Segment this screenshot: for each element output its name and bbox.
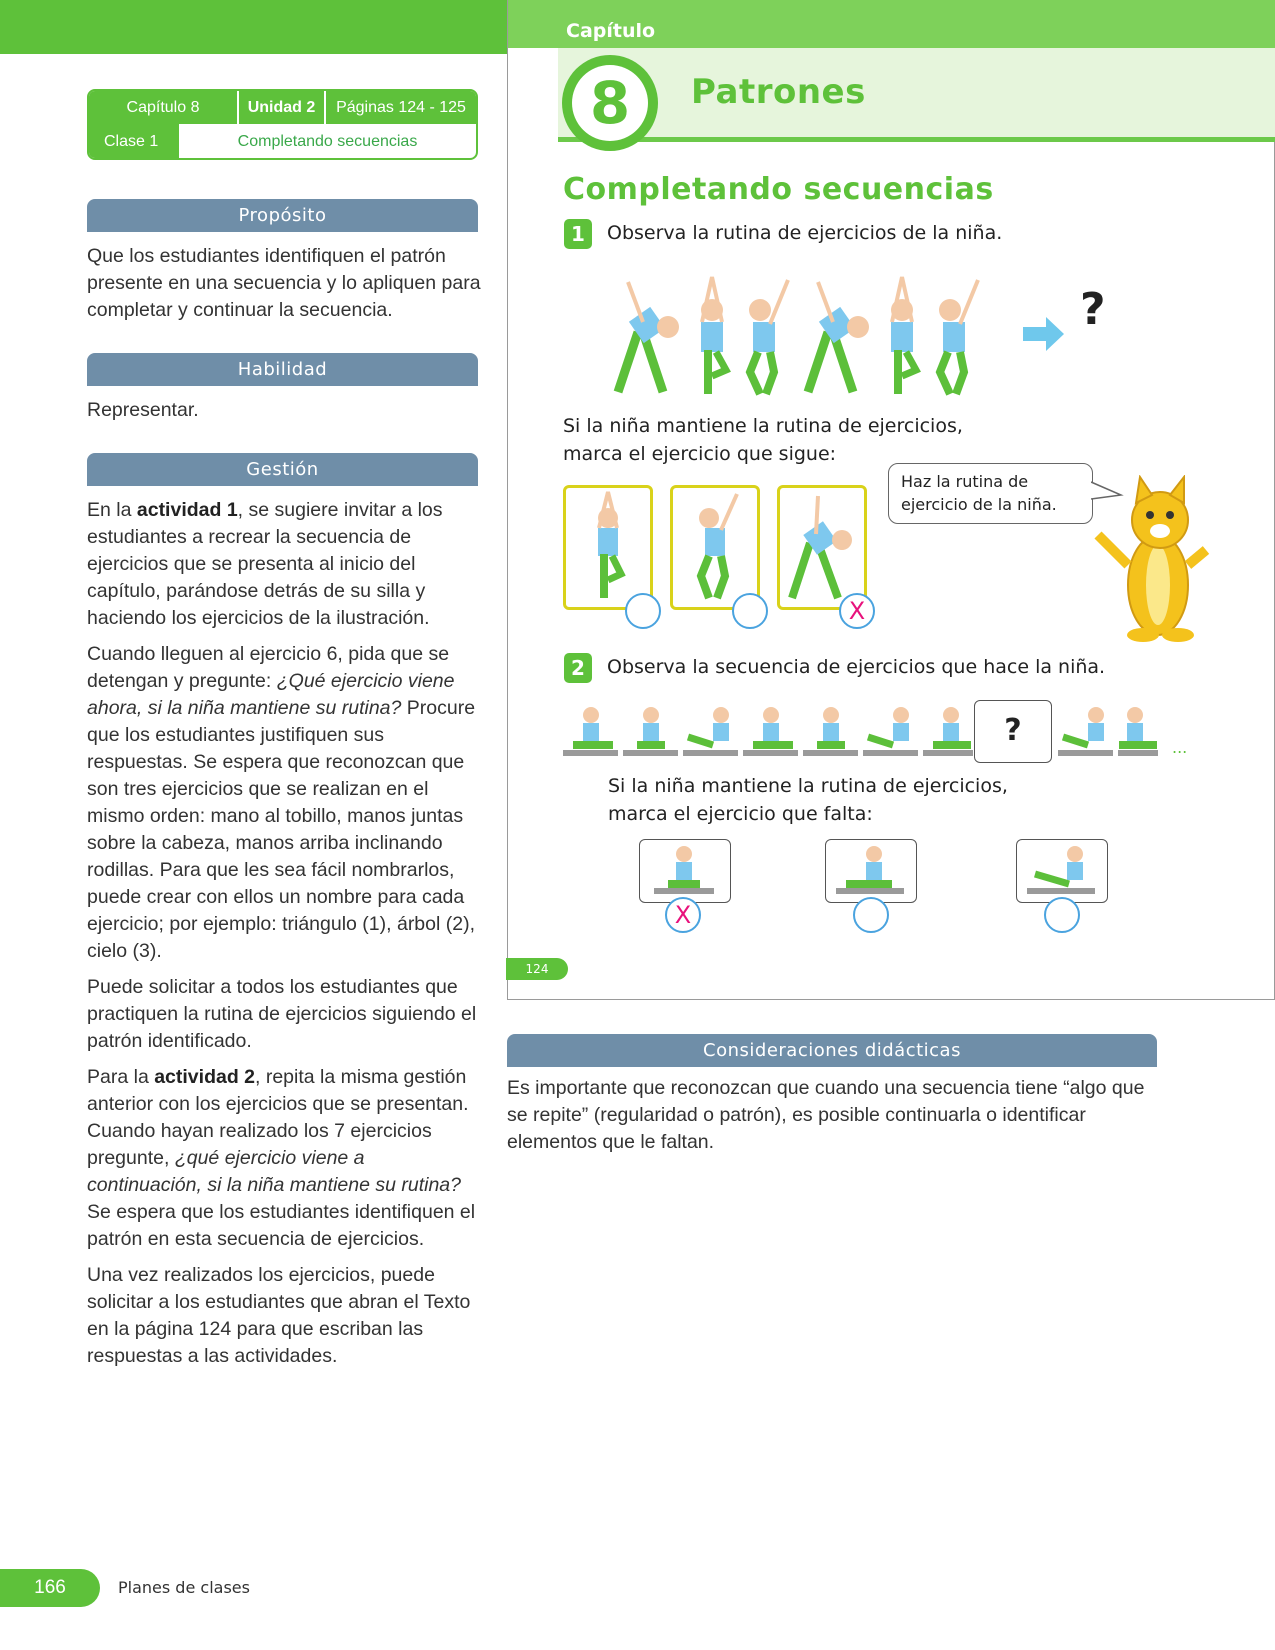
unit-label: Unidad 2 <box>247 99 316 116</box>
sitting-figure-cross-legged <box>640 840 728 900</box>
continuation-ellipsis: ... <box>1172 738 1188 757</box>
sitting-exercise-sequence <box>563 705 1173 761</box>
chapter-label: Capítulo 8 <box>126 99 200 116</box>
management-heading: Gestión <box>87 453 478 486</box>
management-paragraph-1: En la actividad 1, se sugiere invitar a los estudiantes a recrear la secuencia de ejercicios que se presenta al inicio del capítulo, parándose detrás de su silla y haciendo los ejercicios de la ilustración. <box>87 499 443 629</box>
sitting-figure-leg-stretch <box>923 707 973 756</box>
exercise-figure-triangle <box>808 282 869 392</box>
class-info-topic-row <box>89 124 476 160</box>
exercise-figure-tree <box>891 277 916 394</box>
sitting-figure-cross-legged <box>623 707 678 756</box>
didactic-considerations-text: Es importante que reconozcan que cuando una secuencia tiene “algo que se repite” (regularidad o patrón), es posible continuarla o identificar elementos que le faltan. <box>507 1077 1145 1153</box>
speech-line-2: ejercicio de la niña. <box>901 495 1057 514</box>
sitting-figure-leg-stretch <box>1118 707 1158 756</box>
activity-1-prompt-line-1: Si la niña mantiene la rutina de ejercicios, <box>563 415 963 437</box>
sitting-figure-leg-stretch <box>826 840 914 900</box>
activity-1-instruction: Observa la rutina de ejercicios de la niña. <box>607 222 1003 244</box>
speech-bubble <box>888 463 1093 524</box>
chapter-number: 8 <box>572 65 648 141</box>
option-box-sky[interactable] <box>670 485 760 610</box>
option-box-leg-stretch[interactable] <box>825 839 917 903</box>
exercise-figure-sky <box>939 280 978 394</box>
sitting-figure-leg-stretch <box>563 707 618 756</box>
sitting-figure-leg-stretch <box>743 707 798 756</box>
activity-1-number: 1 <box>564 219 592 249</box>
top-band <box>0 0 510 54</box>
class-number-label: Clase 1 <box>89 124 179 160</box>
exercise-figure-sky <box>749 280 788 394</box>
management-paragraph-3: Puede solicitar a todos los estudiantes que practiquen la rutina de ejercicios siguiendo el patrón identificado. <box>87 976 477 1052</box>
arrow-right-icon <box>1023 317 1064 351</box>
option-b-checkbox[interactable] <box>853 897 889 933</box>
activity-2-prompt-line-2: marca el ejercicio que falta: <box>608 803 873 825</box>
management-paragraph-2: Cuando lleguen al ejercicio 6, pida que se detengan y pregunte: ¿Qué ejercicio viene ahora, si la niña mantiene su rutina? Procure que los estudiantes justifiquen sus respuestas. Se espera que reconozcan que son tres ejercicios que se realizan en el mismo orden: mano al tobillo, manos juntas sobre la cabeza, manos arriba inclinando rodillas. Para que les sea fácil nombrarlos, puede crear con ellos un nombre para cada ejercicio; por ejemplo: triángulo (1), árbol (2), cielo (3). <box>87 643 476 962</box>
chapter-title-band <box>558 48 1275 142</box>
option-3-checkbox[interactable]: X <box>839 593 875 629</box>
book-page-number: 124 <box>506 958 568 980</box>
chapter-number-badge <box>562 55 658 151</box>
next-exercise-question: ? <box>1080 284 1106 335</box>
class-topic-label: Completando secuencias <box>237 133 418 150</box>
student-book-page <box>507 0 1275 1000</box>
pages-label: Páginas 124 - 125 <box>336 99 466 116</box>
option-2-checkbox[interactable] <box>732 593 768 629</box>
exercise-figure-tree <box>566 488 650 607</box>
didactic-considerations-heading: Consideraciones didácticas <box>507 1034 1157 1067</box>
class-info-table <box>87 89 478 160</box>
sitting-figure-leg-raise <box>1058 707 1113 756</box>
option-box-triangle[interactable] <box>777 485 867 610</box>
exercise-figure-tree <box>701 277 726 394</box>
cat-mascot-illustration <box>1088 475 1218 645</box>
activity-2-number: 2 <box>564 653 592 683</box>
purpose-heading: Propósito <box>87 199 478 232</box>
lesson-title: Completando secuencias <box>563 172 994 207</box>
exercise-figure-triangle <box>618 282 679 392</box>
skill-text: Representar. <box>87 399 199 421</box>
missing-exercise-box: ? <box>974 700 1052 763</box>
page-number: 166 <box>0 1569 100 1607</box>
option-box-leg-raise[interactable] <box>1016 839 1108 903</box>
class-info-header-row <box>89 91 476 124</box>
option-1-checkbox[interactable] <box>625 593 661 629</box>
sitting-figure-leg-raise <box>863 707 918 756</box>
option-box-tree[interactable] <box>563 485 653 610</box>
option-box-cross-legged[interactable] <box>639 839 731 903</box>
option-c-checkbox[interactable] <box>1044 897 1080 933</box>
exercise-sequence-illustration <box>598 272 1158 402</box>
option-a-checkbox[interactable]: X <box>665 897 701 933</box>
activity-1-prompt-line-2: marca el ejercicio que sigue: <box>563 443 837 465</box>
management-text <box>87 497 482 1379</box>
chapter-title: Patrones <box>691 72 866 112</box>
purpose-text: Que los estudiantes identifiquen el patrón presente en una secuencia y lo apliquen para completar y continuar la secuencia. <box>87 245 481 321</box>
activity-2-instruction: Observa la secuencia de ejercicios que hace la niña. <box>607 656 1106 678</box>
chapter-word: Capítulo <box>566 20 656 42</box>
footer-label: Planes de clases <box>118 1578 250 1597</box>
sitting-figure-cross-legged <box>803 707 858 756</box>
sitting-figure-leg-raise <box>683 707 738 756</box>
exercise-figure-sky <box>673 488 757 607</box>
activity-2-prompt-line-1: Si la niña mantiene la rutina de ejercicios, <box>608 775 1008 797</box>
management-paragraph-5: Una vez realizados los ejercicios, puede solicitar a los estudiantes que abran el Texto en la página 124 para que escriban las respuestas a las actividades. <box>87 1264 471 1367</box>
sitting-figure-leg-raise <box>1017 840 1105 900</box>
speech-line-1: Haz la rutina de <box>901 472 1029 491</box>
exercise-figure-triangle <box>780 488 864 607</box>
management-paragraph-4: Para la actividad 2, repita la misma gestión anterior con los ejercicios que se presentan. Cuando hayan realizado los 7 ejercicios pregunte, ¿qué ejercicio viene a continuación, si la niña mantiene su rutina? Se espera que los estudiantes identifiquen el patrón en esta secuencia de ejercicios. <box>87 1066 476 1250</box>
skill-heading: Habilidad <box>87 353 478 386</box>
